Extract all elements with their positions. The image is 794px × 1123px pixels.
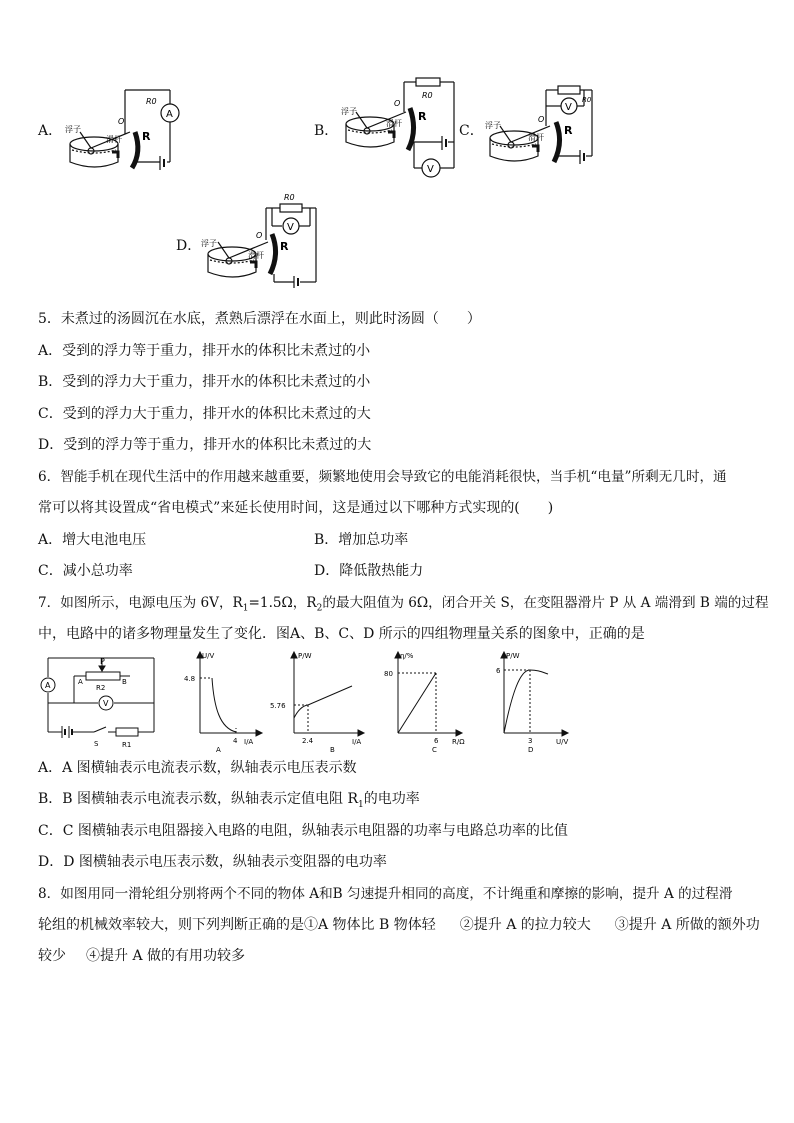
q8-stem-line2 [38, 915, 760, 935]
float-label: 浮子 [485, 121, 501, 130]
graph-b-ytick: 5.76 [270, 702, 286, 710]
resistor-label: R [280, 240, 289, 253]
q6-option-c[interactable]: C．减小总功率 [38, 563, 133, 579]
float-label: 浮子 [341, 107, 357, 116]
q8-choice-3[interactable]: ③提升 A 所做的额外功 [614, 917, 760, 933]
q7-graph-c [378, 648, 478, 754]
rod-label: 滑杆 [248, 251, 264, 260]
q7-stem-part1: 7．如图所示，电源电压为 6V，R [38, 595, 243, 611]
q8-choice-2[interactable]: ②提升 A 的拉力较大 [459, 917, 591, 933]
r1-label: R1 [122, 741, 132, 749]
r1-subscript: 1 [242, 603, 249, 614]
r0-label: R0 [284, 193, 295, 202]
ammeter-icon: A [45, 681, 51, 690]
q5-stem: 5．未煮过的汤圆沉在水底，煮熟后漂浮在水面上，则此时汤圆（ ） [38, 311, 481, 327]
option-d-label: D． [176, 238, 202, 254]
graph-a-ylabel: U/V [202, 652, 215, 660]
pivot-label: O [394, 99, 401, 108]
switch-s-label: S [94, 740, 99, 748]
q5-option-d[interactable]: D．受到的浮力等于重力，排开水的体积比未煮过的大 [38, 437, 372, 453]
graph-c-ylabel: η/% [400, 652, 414, 660]
voltmeter-icon: V [287, 222, 294, 233]
q7-graph-d [486, 648, 586, 754]
q5-option-c[interactable]: C．受到的浮力大于重力，排开水的体积比未煮过的大 [38, 406, 371, 422]
rod-label: 滑杆 [106, 135, 122, 144]
q5-option-a[interactable]: A．受到的浮力等于重力，排开水的体积比未煮过的小 [38, 343, 371, 359]
option-a-figure [60, 82, 200, 177]
r2-subscript: 2 [316, 603, 323, 614]
q7-graph-a [180, 648, 270, 754]
q8-stem-line3 [38, 946, 245, 966]
rod-label: 滑杆 [528, 133, 544, 142]
graph-c-xlabel: R/Ω [452, 738, 465, 746]
q6-stem-line1: 6．智能手机在现代生活中的作用越来越重要，频繁地使用会导致它的电能消耗很快，当手机“电量”所剩无几时，通 [38, 469, 727, 485]
q7-option-b[interactable] [38, 789, 420, 815]
graph-a-caption: A [216, 746, 221, 754]
q6-option-a[interactable]: A．增大电池电压 [38, 532, 147, 548]
q7-stem-part2: =1.5Ω，R [248, 595, 317, 611]
rod-label: 滑杆 [386, 119, 402, 128]
r0-label: R0 [582, 96, 592, 104]
r2-label: R2 [96, 684, 106, 692]
graph-b-caption: B [330, 746, 335, 754]
option-c-figure [480, 80, 605, 175]
voltmeter-icon: V [427, 164, 434, 175]
end-a-label: A [78, 678, 83, 686]
graph-d-ylabel: P/W [506, 652, 520, 660]
q6-option-d[interactable]: D．降低散热能力 [314, 563, 424, 579]
q7-stem-part3: 的最大阻值为 6Ω，闭合开关 S，在变阻器滑片 P 从 A 端滑到 B 端的过程 [322, 595, 769, 611]
q8-stem-line3-text: 较少 [38, 948, 66, 964]
q8-stem-line2-text: 轮组的机械效率较大，则下列判断正确的是 [38, 917, 304, 933]
graph-d-caption: D [528, 746, 534, 754]
graph-b-ylabel: P/W [298, 652, 312, 660]
q7-circuit-diagram [38, 650, 158, 750]
q8-choice-4[interactable]: ④提升 A 做的有用功较多 [86, 948, 246, 964]
float-label: 浮子 [201, 239, 217, 248]
graph-b-xlabel: I/A [352, 738, 362, 746]
q7-stem-line1 [38, 593, 769, 619]
graph-c-ytick: 80 [384, 670, 393, 678]
q7-option-b-text-end: 的电功率 [363, 791, 420, 807]
q8-choice-1[interactable]: ①A 物体比 B 物体轻 [304, 917, 436, 933]
voltmeter-icon: V [103, 699, 109, 708]
pivot-label: O [256, 231, 263, 240]
option-c-label: C． [459, 123, 484, 139]
q7-graph-b [268, 648, 368, 754]
graph-d-ytick: 6 [496, 667, 501, 675]
r1-subscript: 1 [358, 799, 364, 810]
pivot-label: O [118, 117, 125, 126]
q8-stem-line1: 8．如图用同一滑轮组分别将两个不同的物体 A和B 匀速提升相同的高度，不计绳重和摩擦的影响，提升 A 的过程滑 [38, 886, 733, 902]
resistor-label: R [418, 110, 427, 123]
r0-label: R0 [146, 97, 157, 106]
q7-option-c[interactable]: C．C 图横轴表示电阻器接入电路的电阻，纵轴表示电阻器的功率与电路总功率的比值 [38, 823, 568, 839]
q5-option-b[interactable]: B．受到的浮力大于重力，排开水的体积比未煮过的小 [38, 374, 371, 390]
q7-stem-line2: 中，电路中的诸多物理量发生了变化．图A、B、C、D 所示的四组物理量关系的图象中，正确的是 [38, 626, 645, 642]
graph-b-xtick: 2.4 [302, 737, 314, 745]
slider-p-label: P [100, 657, 105, 666]
graph-d-xlabel: U/V [556, 738, 569, 746]
option-d-figure [196, 190, 326, 290]
option-b-label: B． [314, 123, 339, 139]
q7-option-b-text: B．B 图横轴表示电流表示数，纵轴表示定值电阻 R [38, 791, 359, 807]
graph-c-caption: C [432, 746, 437, 754]
q6-stem-line2: 常可以将其设置成“省电模式”来延长使用时间，这是通过以下哪种方式实现的( ) [38, 500, 554, 516]
pivot-label: O [538, 115, 545, 124]
ammeter-icon: A [166, 109, 173, 120]
graph-a-xtick: 4 [233, 737, 238, 745]
q7-option-d[interactable]: D．D 图横轴表示电压表示数，纵轴表示变阻器的电功率 [38, 854, 387, 870]
q7-option-a[interactable]: A．A 图横轴表示电流表示数，纵轴表示电压表示数 [38, 760, 357, 776]
resistor-label: R [564, 124, 573, 137]
voltmeter-icon: V [565, 102, 572, 113]
option-a-label: A． [38, 123, 63, 139]
graph-a-ytick: 4.8 [184, 675, 196, 683]
float-label: 浮子 [65, 125, 81, 134]
r0-label: R0 [422, 91, 433, 100]
graph-a-xlabel: I/A [244, 738, 254, 746]
option-b-figure [336, 76, 461, 181]
q6-option-b[interactable]: B．增加总功率 [314, 532, 409, 548]
graph-d-xtick: 3 [528, 737, 533, 745]
graph-c-xtick: 6 [434, 737, 439, 745]
end-b-label: B [122, 678, 127, 686]
resistor-label: R [142, 130, 151, 143]
